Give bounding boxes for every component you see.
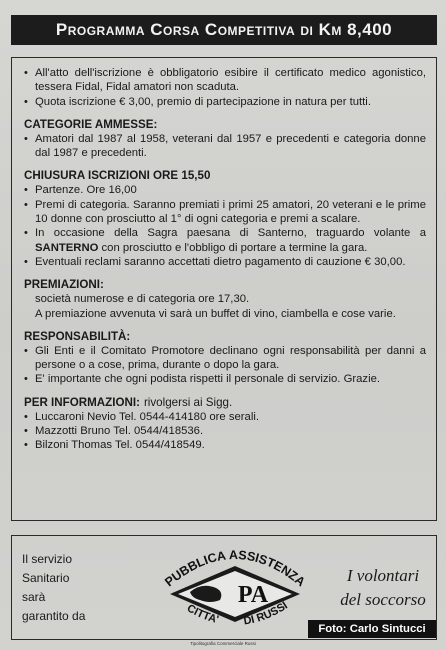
section-heading: CATEGORIE AMMESSE: — [24, 117, 158, 131]
pubblica-assistenza-logo — [150, 538, 320, 638]
page-title: Programma Corsa Competitiva di Km 8,400 — [11, 15, 437, 45]
section-heading: CHIUSURA ISCRIZIONI ORE 15,50 — [24, 169, 211, 183]
list-item: • Amatori dal 1987 al 1958, veterani dal 1957 e precedenti e categoria donne dal 1987 e precedenti. — [24, 132, 426, 161]
list-item: • Mazzotti Bruno Tel. 0544/418536. — [24, 424, 426, 438]
premiazioni-line: società numerose e di categoria ore 17,30. — [35, 293, 250, 306]
list-item: • Quota iscrizione € 3,00, premio di partecipazione in natura per tutti. — [24, 95, 426, 109]
logo-bottom-text: CITTA' — [184, 602, 220, 627]
section-heading — [24, 396, 426, 410]
santerno-text: SANTERNO — [35, 241, 99, 254]
service-line: Il servizio — [22, 552, 73, 566]
service-text — [22, 550, 112, 626]
printer-credit: Tipolitografia Commerciale Russi — [190, 641, 256, 646]
logo-center-text: PA — [237, 582, 269, 608]
logo-top-text: PUBBLICA ASSISTENZA — [162, 547, 308, 590]
list-item: • Partenze. Ore 16,00 — [24, 183, 426, 197]
program-box — [11, 57, 437, 521]
list-item: • All'atto dell'iscrizione è obbligatorio esibire il certificato medico agonistico, tessera Fidal, Fidal amatori non scaduta. — [24, 66, 426, 95]
informazioni-heading: PER INFORMAZIONI: — [24, 395, 140, 409]
premiazioni-line: A premiazione avvenuta vi sarà un buffet di vino, ciambella e cose varie. — [35, 307, 396, 320]
volontari-text — [328, 564, 438, 612]
service-line: sarà — [22, 590, 46, 604]
section-heading: RESPONSABILITÀ: — [24, 329, 131, 343]
list-item: • Eventuali reclami saranno accettati dietro pagamento di cauzione € 30,00. — [24, 255, 426, 269]
premiazioni-section — [24, 278, 426, 321]
informazioni-subheading: rivolgersi ai Sigg. — [143, 395, 233, 409]
categorie-section — [24, 118, 426, 161]
list-item: • E' importante che ogni podista rispetti il personale di servizio. Grazie. — [24, 372, 426, 386]
sagra-text: In occasione della Sagra paesana di Santerno, traguardo volante a — [35, 227, 426, 240]
list-item — [24, 226, 426, 255]
chiusura-section — [24, 169, 426, 269]
list-item: • Premi di categoria. Saranno premiati i primi 25 amatori, 20 veterani e le prime 10 donne con prosciutto al 1° di ogni categoria e premi a scalare. — [24, 198, 426, 227]
informazioni-section — [24, 396, 426, 453]
photo-credit: Foto: Carlo Sintucci — [308, 620, 436, 638]
section-heading: PREMIAZIONI: — [24, 278, 104, 292]
volontari-line: del soccorso — [340, 590, 426, 609]
service-line: garantito da — [22, 609, 86, 623]
sagra-text-end: con prosciutto e l'obbligo di portare a termine la gara. — [101, 241, 368, 254]
logo-bottom-text-right: DI RUSSI — [242, 599, 290, 628]
intro-section — [24, 66, 426, 109]
service-line: Sanitario — [22, 571, 70, 585]
list-item: • Bilzoni Thomas Tel. 0544/418549. — [24, 438, 426, 452]
volontari-line: I volontari — [346, 566, 420, 585]
responsabilita-section — [24, 330, 426, 387]
list-item: • Gli Enti e il Comitato Promotore declinano ogni responsabilità per danni a persone o a cose, prima, durante o dopo la gara. — [24, 344, 426, 373]
list-item: • Luccaroni Nevio Tel. 0544-414180 ore serali. — [24, 410, 426, 424]
